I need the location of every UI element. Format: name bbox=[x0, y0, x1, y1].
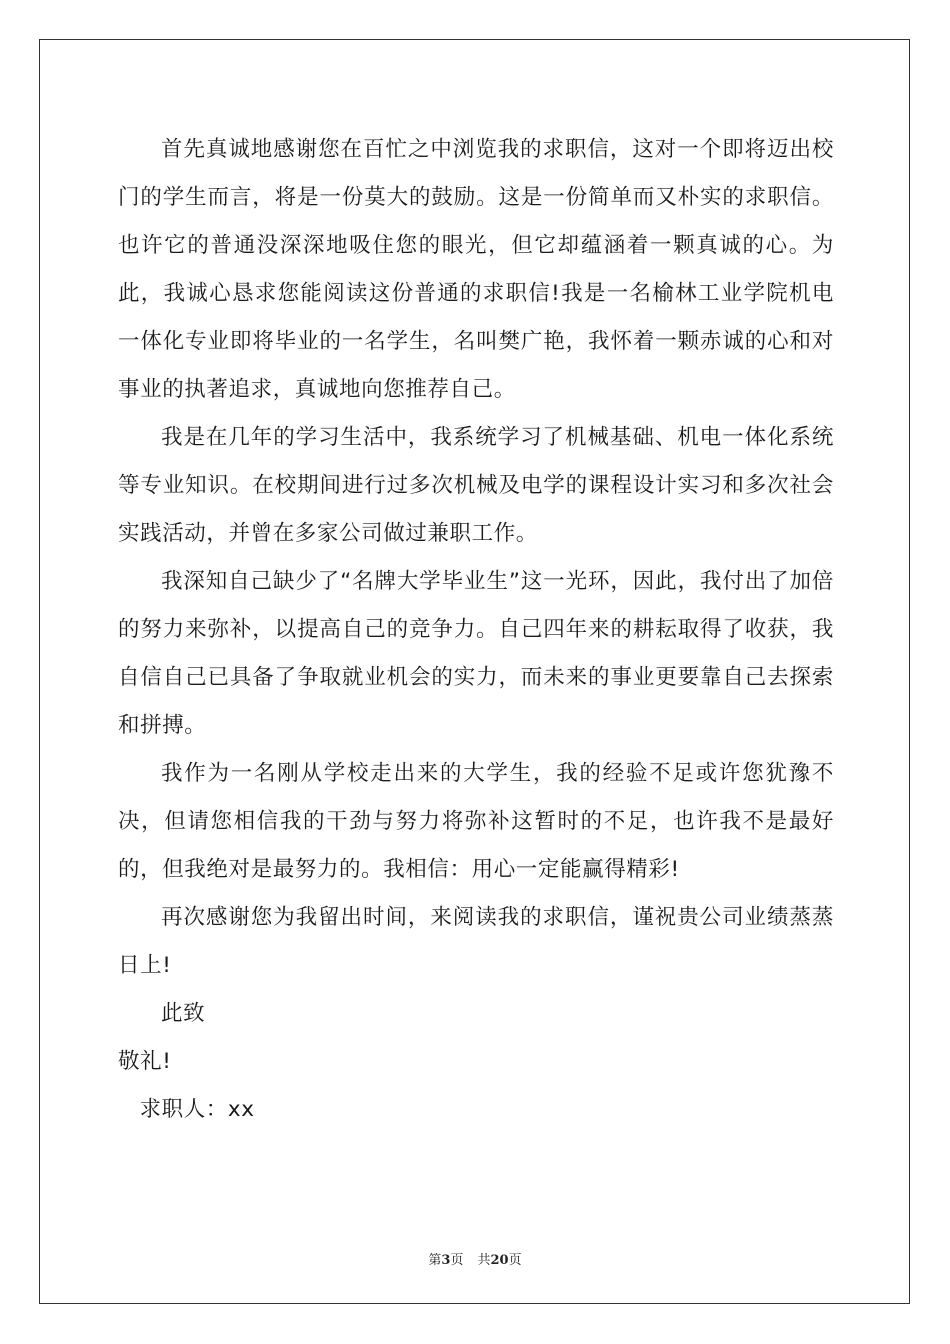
page-suffix: 页 bbox=[450, 1253, 464, 1268]
paragraph-experience: 我作为一名刚从学校走出来的大学生，我的经验不足或许您犹豫不决，但请您相信我的干劲与努力将弥补这暂时的不足，也许我不是最好的，但我绝对是最努力的。我相信：用心一定能赢得精彩! bbox=[118, 761, 834, 882]
paragraph-studies: 我是在几年的学习生活中，我系统学习了机械基础、机电一体化系统等专业知识。在校期间进行过多次机械及电学的课程设计实习和多次社会实践活动，并曾在多家公司做过兼职工作。 bbox=[118, 425, 834, 546]
page-number: 3 bbox=[441, 1253, 451, 1268]
paragraph-effort: 我深知自己缺少了“名牌大学毕业生”这一光环，因此，我付出了加倍的努力来弥补，以提高自己的竞争力。自己四年来的耕耘取得了收获，我自信自己已具备了争取就业机会的实力，而未来的事业更要靠自己去探索和拼搏。 bbox=[118, 569, 834, 738]
total-suffix: 页 bbox=[508, 1253, 522, 1268]
closing: 敬礼! bbox=[118, 1049, 172, 1074]
salutation: 此致 bbox=[161, 1001, 206, 1026]
total-prefix: 共 bbox=[477, 1253, 491, 1268]
paragraph-intro: 首先真诚地感谢您在百忙之中浏览我的求职信，这对一个即将迈出校门的学生而言，将是一份莫大的鼓励。这是一份简单而又朴实的求职信。也许它的普通没深深地吸住您的眼光，但它却蕴涵着一颗真诚的心。为此，我诚心恳求您能阅读这份普通的求职信!我是一名榆林工业学院机电一体化专业即将毕业的一名学生，名叫樊广艳，我怀着一颗赤诚的心和对事业的执著追求，真诚地向您推荐自己。 bbox=[118, 137, 834, 402]
signature: 求职人：xx bbox=[139, 1097, 255, 1122]
page-prefix: 第 bbox=[428, 1253, 442, 1268]
paragraph-thanks: 再次感谢您为我留出时间，来阅读我的求职信，谨祝贵公司业绩蒸蒸日上! bbox=[118, 905, 834, 978]
total-pages: 20 bbox=[490, 1253, 509, 1268]
letter-body bbox=[118, 126, 834, 1134]
page-footer bbox=[0, 1249, 950, 1268]
